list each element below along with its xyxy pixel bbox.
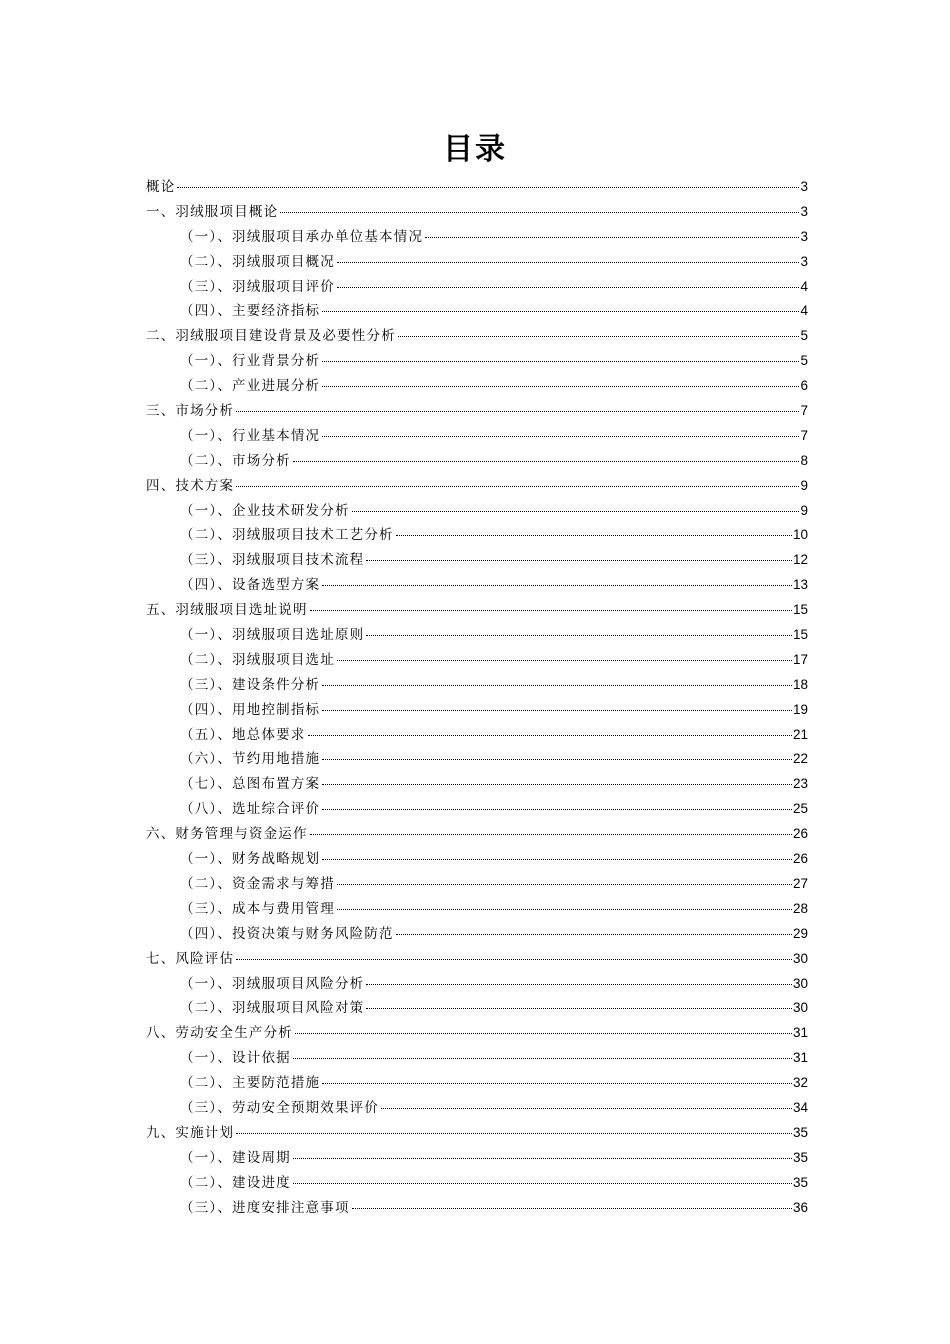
toc-entry-label: （二）、产业进展分析 [180,378,321,395]
toc-entry-label: （四）、用地控制指标 [180,701,321,718]
toc-page-number: 26 [792,851,808,867]
toc-section-entry[interactable] [146,1196,808,1221]
toc-section-entry[interactable] [146,922,808,947]
toc-entry-label: （三）、建设条件分析 [180,676,321,693]
toc-page-number: 6 [800,378,808,394]
toc-entry-label: （一）、设计依据 [180,1050,291,1067]
toc-page-number: 7 [800,403,808,419]
toc-section-entry[interactable] [146,972,808,997]
toc-entry-label: （四）、设备选型方案 [180,577,321,594]
toc-dot-leader [396,933,792,935]
toc-entry-label: 八、劳动安全生产分析 [146,1025,293,1042]
toc-dot-leader [322,684,792,686]
toc-page-number: 4 [800,278,808,294]
toc-entry-label: （四）、投资决策与财务风险防范 [180,925,394,942]
toc-dot-leader [366,1007,792,1009]
toc-page-number: 8 [800,452,808,468]
toc-section-entry[interactable] [146,1071,808,1096]
toc-entry-label: （一）、行业背景分析 [180,353,321,370]
toc-entry-label: （一）、羽绒服项目承办单位基本情况 [180,228,424,245]
toc-dot-leader [322,758,792,760]
toc-section-entry[interactable] [146,772,808,797]
toc-section-entry[interactable] [146,374,808,399]
toc-dot-leader [322,584,792,586]
toc-dot-leader [322,783,792,785]
toc-dot-leader [381,1107,792,1109]
toc-dot-leader [337,261,800,263]
toc-entry-label: （七）、总图布置方案 [180,776,321,793]
toc-section-entry[interactable] [146,299,808,324]
toc-dot-leader [236,485,799,487]
toc-dot-leader [280,211,799,213]
toc-page-number: 30 [792,975,808,991]
toc-page-number: 36 [792,1199,808,1215]
toc-page-number: 7 [800,427,808,443]
toc-page-number: 4 [800,303,808,319]
toc-dot-leader [308,734,792,736]
toc-page-number: 5 [800,353,808,369]
toc-section-entry[interactable] [146,424,808,449]
toc-entry-label: （二）、资金需求与筹措 [180,875,335,892]
toc-chapter-entry[interactable] [146,324,808,349]
toc-section-entry[interactable] [146,573,808,598]
toc-entry-label: （三）、羽绒服项目技术流程 [180,552,365,569]
toc-entry-label: （一）、行业基本情况 [180,427,321,444]
toc-page-number: 31 [792,1025,808,1041]
toc-page-number: 23 [792,776,808,792]
toc-page-number: 32 [792,1075,808,1091]
toc-entry-label: 四、技术方案 [146,477,235,494]
toc-section-entry[interactable] [146,1171,808,1196]
toc-dot-leader [337,659,792,661]
toc-chapter-entry[interactable] [146,1021,808,1046]
toc-section-entry[interactable] [146,698,808,723]
toc-dot-leader [398,335,800,337]
toc-chapter-entry[interactable] [146,598,808,623]
toc-section-entry[interactable] [146,1146,808,1171]
toc-dot-leader [293,1057,792,1059]
toc-dot-leader [366,634,792,636]
toc-entry-label: （一）、企业技术研发分析 [180,502,350,519]
toc-section-entry[interactable] [146,797,808,822]
toc-section-entry[interactable] [146,250,808,275]
toc-page-number: 15 [792,602,808,618]
toc-entry-label: （五）、地总体要求 [180,726,306,743]
toc-page-number: 5 [800,328,808,344]
toc-page-number: 35 [792,1124,808,1140]
toc-page-number: 30 [792,1000,808,1016]
toc-section-entry[interactable] [146,723,808,748]
toc-page-number: 9 [800,502,808,518]
toc-dot-leader [236,958,792,960]
toc-section-entry[interactable] [146,449,808,474]
toc-dot-leader [310,833,792,835]
toc-page-number: 3 [800,203,808,219]
toc-section-entry[interactable] [146,275,808,300]
toc-page-number: 17 [792,651,808,667]
toc-chapter-entry[interactable] [146,399,808,424]
toc-section-entry[interactable] [146,523,808,548]
toc-dot-leader [322,310,799,312]
toc-entry-label: （二）、主要防范措施 [180,1075,321,1092]
toc-section-entry[interactable] [146,673,808,698]
toc-chapter-entry[interactable] [146,822,808,847]
toc-page-number: 15 [792,627,808,643]
toc-entry-label: 五、羽绒服项目选址说明 [146,602,308,619]
toc-page-number: 21 [792,726,808,742]
toc-page-number: 25 [792,801,808,817]
toc-chapter-entry[interactable] [146,175,808,200]
toc-dot-leader [295,1032,792,1034]
toc-section-entry[interactable] [146,648,808,673]
toc-dot-leader [425,236,799,238]
toc-page-number: 27 [792,875,808,891]
toc-chapter-entry[interactable] [146,474,808,499]
toc-entry-label: （二）、建设进度 [180,1174,291,1191]
toc-dot-leader [310,609,792,611]
toc-page-number: 3 [800,228,808,244]
toc-page-number: 35 [792,1149,808,1165]
toc-dot-leader [293,1182,792,1184]
toc-dot-leader [337,286,800,288]
toc-page-number: 31 [792,1050,808,1066]
toc-page-number: 13 [792,577,808,593]
toc-entry-label: 二、羽绒服项目建设背景及必要性分析 [146,328,396,345]
toc-page-number: 35 [792,1174,808,1190]
toc-chapter-entry[interactable] [146,200,808,225]
toc-entry-label: （一）、建设周期 [180,1149,291,1166]
toc-dot-leader [322,1082,792,1084]
toc-section-entry[interactable] [146,623,808,648]
toc-page-number: 12 [792,552,808,568]
toc-section-entry[interactable] [146,847,808,872]
toc-dot-leader [322,709,792,711]
toc-page-number: 19 [792,701,808,717]
toc-dot-leader [366,983,792,985]
toc-entry-label: （一）、羽绒服项目选址原则 [180,627,365,644]
toc-page-number: 18 [792,676,808,692]
toc-page-number: 3 [800,253,808,269]
toc-entry-label: （二）、羽绒服项目技术工艺分析 [180,527,394,544]
toc-dot-leader [322,360,799,362]
toc-dot-leader [396,534,792,536]
toc-section-entry[interactable] [146,349,808,374]
toc-chapter-entry[interactable] [146,1121,808,1146]
toc-section-entry[interactable] [146,747,808,772]
toc-dot-leader [352,510,800,512]
toc-dot-leader [337,883,792,885]
toc-entry-label: （二）、羽绒服项目选址 [180,651,335,668]
toc-section-entry[interactable] [146,1096,808,1121]
toc-entry-label: 概论 [146,179,176,195]
toc-section-entry[interactable] [146,872,808,897]
toc-dot-leader [293,1157,792,1159]
toc-section-entry[interactable] [146,225,808,250]
toc-dot-leader [322,385,799,387]
toc-dot-leader [236,410,799,412]
toc-entry-label: （四）、主要经济指标 [180,303,321,320]
toc-entry-label: （二）、市场分析 [180,452,291,469]
toc-dot-leader [322,435,799,437]
toc-section-entry[interactable] [146,548,808,573]
toc-page-number: 26 [792,826,808,842]
toc-dot-leader [177,186,799,188]
toc-dot-leader [352,1207,792,1209]
toc-dot-leader [366,559,792,561]
toc-page-number: 28 [792,900,808,916]
toc-dot-leader [236,1132,792,1134]
toc-section-entry[interactable] [146,897,808,922]
toc-entry-label: （二）、羽绒服项目风险对策 [180,1000,365,1017]
toc-chapter-entry[interactable] [146,947,808,972]
toc-entry-label: （三）、劳动安全预期效果评价 [180,1099,380,1116]
toc-page-number: 29 [792,925,808,941]
toc-entry-label: 三、市场分析 [146,403,235,420]
toc-page-number: 30 [792,950,808,966]
toc-page-number: 22 [792,751,808,767]
toc-dot-leader [322,858,792,860]
toc-page-number: 34 [792,1099,808,1115]
page-title: 目录 [443,132,507,167]
toc-entry-label: 九、实施计划 [146,1124,235,1141]
toc-entry-label: （八）、选址综合评价 [180,801,321,818]
table-of-contents [146,175,808,1220]
toc-entry-label: （三）、羽绒服项目评价 [180,278,335,295]
toc-entry-label: 七、风险评估 [146,950,235,967]
toc-entry-label: （三）、进度安排注意事项 [180,1199,350,1216]
toc-entry-label: （一）、羽绒服项目风险分析 [180,975,365,992]
toc-entry-label: （三）、成本与费用管理 [180,900,335,917]
toc-dot-leader [322,808,792,810]
toc-entry-label: （一）、财务战略规划 [180,851,321,868]
toc-section-entry[interactable] [146,499,808,524]
toc-section-entry[interactable] [146,1046,808,1071]
toc-page-number: 10 [792,527,808,543]
toc-entry-label: （六）、节约用地措施 [180,751,321,768]
toc-entry-label: 六、财务管理与资金运作 [146,826,308,843]
toc-page-number: 3 [800,179,808,194]
toc-entry-label: （二）、羽绒服项目概况 [180,253,335,270]
toc-dot-leader [293,460,800,462]
toc-section-entry[interactable] [146,996,808,1021]
toc-dot-leader [337,908,792,910]
toc-page-number: 9 [800,477,808,493]
toc-entry-label: 一、羽绒服项目概论 [146,203,279,220]
